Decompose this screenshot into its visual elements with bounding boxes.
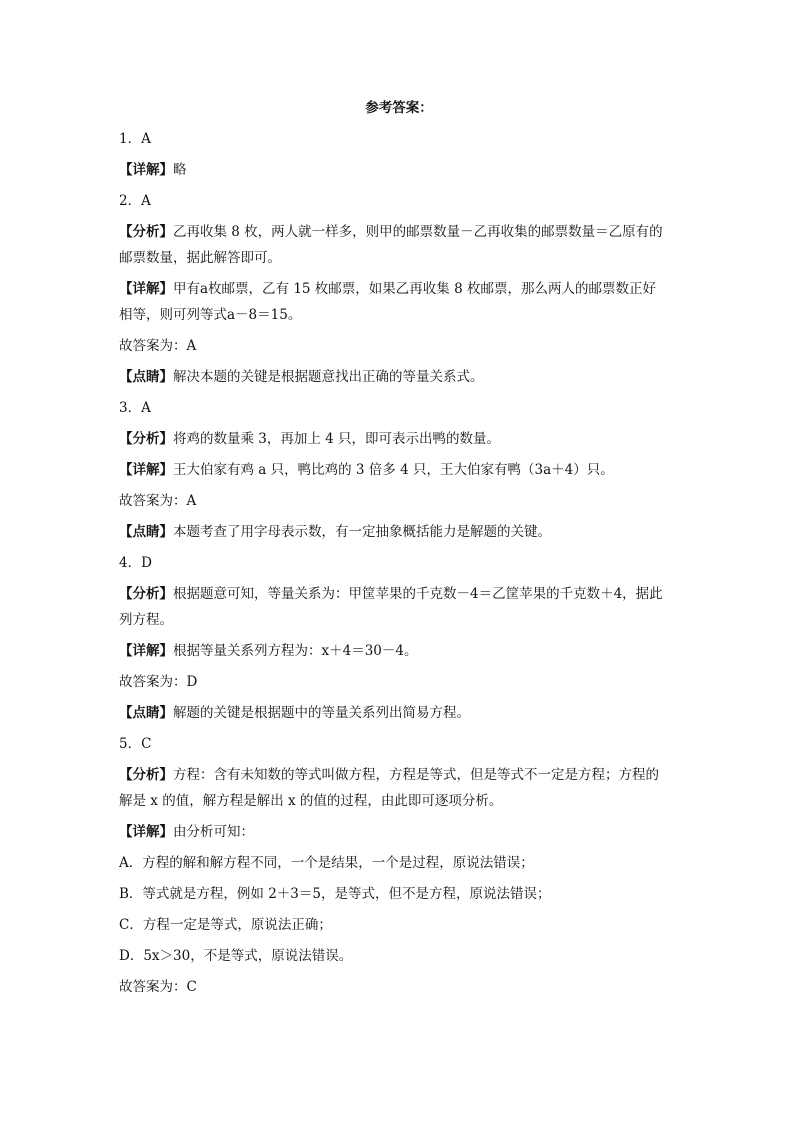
answer-line [119,336,679,356]
line-tag: 【点睛】 [119,705,173,721]
line-tag: 【详解】 [119,824,173,840]
page-title: 参考答案： [365,100,433,116]
answer-line [119,734,679,754]
line-text: D．5x＞30，不是等式，原说法错误。 [119,948,353,964]
line-text: 故答案为：A [119,493,197,509]
line-text: 本题考查了用字母表示数，有一定抽象概括能力是解题的关键。 [173,524,551,540]
line-tag: 【详解】 [119,643,173,659]
answer-line [119,305,679,325]
answer-line [119,703,679,723]
line-text: 略 [173,162,187,178]
answer-line [119,853,679,873]
answer-line [119,977,679,997]
line-text: 2．A [119,193,151,209]
line-text: 乙再收集 8 枚，两人就一样多，则甲的邮票数量－乙再收集的邮票数量＝乙原有的 [173,224,663,240]
answer-line [119,248,679,268]
line-text: 5．C [119,736,152,752]
answer-line [119,222,679,242]
line-tag: 【详解】 [119,281,173,297]
line-text: 邮票数量，据此解答即可。 [119,250,281,266]
line-text: 根据等量关系列方程为：x＋4＝30－4。 [173,643,418,659]
answer-page [119,98,679,1008]
line-text: C．方程一定是等式，原说法正确； [119,917,332,933]
line-text: 王大伯家有鸡 a 只，鸭比鸡的 3 倍多 4 只，王大伯家有鸭（3a＋4）只。 [173,462,614,478]
line-text: A．方程的解和解方程不同，一个是结果，一个是过程，原说法错误； [119,855,534,871]
answer-lines [119,129,679,997]
line-text: 故答案为：A [119,338,197,354]
answer-line [119,946,679,966]
line-text: 解是 x 的值，解方程是解出 x 的值的过程，由此即可逐项分析。 [119,793,503,809]
answer-line [119,491,679,511]
line-text: 故答案为：D [119,674,198,690]
line-text: 由分析可知： [173,824,254,840]
line-text: 3．A [119,400,151,416]
answer-line [119,160,679,180]
line-text: 故答案为：C [119,979,197,995]
line-text: 解决本题的关键是根据题意找出正确的等量关系式。 [173,369,484,385]
answer-line [119,915,679,935]
answer-line [119,641,679,661]
line-text: 方程：含有未知数的等式叫做方程，方程是等式，但是等式不一定是方程；方程的 [173,767,659,783]
line-text: 4．D [119,555,152,571]
answer-line [119,791,679,811]
line-tag: 【详解】 [119,162,173,178]
line-tag: 【点睛】 [119,369,173,385]
answer-line [119,429,679,449]
line-text: B．等式就是方程，例如 2＋3＝5，是等式，但不是方程，原说法错误； [119,886,551,902]
line-text: 甲有a枚邮票，乙有 15 枚邮票，如果乙再收集 8 枚邮票，那么两人的邮票数正好 [173,281,656,297]
line-tag: 【点睛】 [119,524,173,540]
line-tag: 【分析】 [119,586,173,602]
line-text: 将鸡的数量乘 3，再加上 4 只，即可表示出鸭的数量。 [173,431,501,447]
answer-line [119,884,679,904]
answer-line [119,279,679,299]
line-text: 解题的关键是根据题中的等量关系列出简易方程。 [173,705,470,721]
line-text: 列方程。 [119,612,173,628]
answer-line [119,672,679,692]
line-text: 1．A [119,131,151,147]
answer-line [119,610,679,630]
line-tag: 【分析】 [119,767,173,783]
answer-line [119,460,679,480]
line-tag: 【分析】 [119,224,173,240]
answer-line [119,822,679,842]
answer-line [119,129,679,149]
line-tag: 【详解】 [119,462,173,478]
line-text: 根据题意可知，等量关系为：甲筐苹果的千克数－4＝乙筐苹果的千克数＋4，据此 [173,586,663,602]
answer-line [119,398,679,418]
answer-line [119,522,679,542]
line-tag: 【分析】 [119,431,173,447]
answer-line [119,584,679,604]
answer-line [119,765,679,785]
answer-line [119,553,679,573]
answer-line [119,367,679,387]
answer-line [119,191,679,211]
line-text: 相等，则可列等式a－8＝15。 [119,307,302,323]
